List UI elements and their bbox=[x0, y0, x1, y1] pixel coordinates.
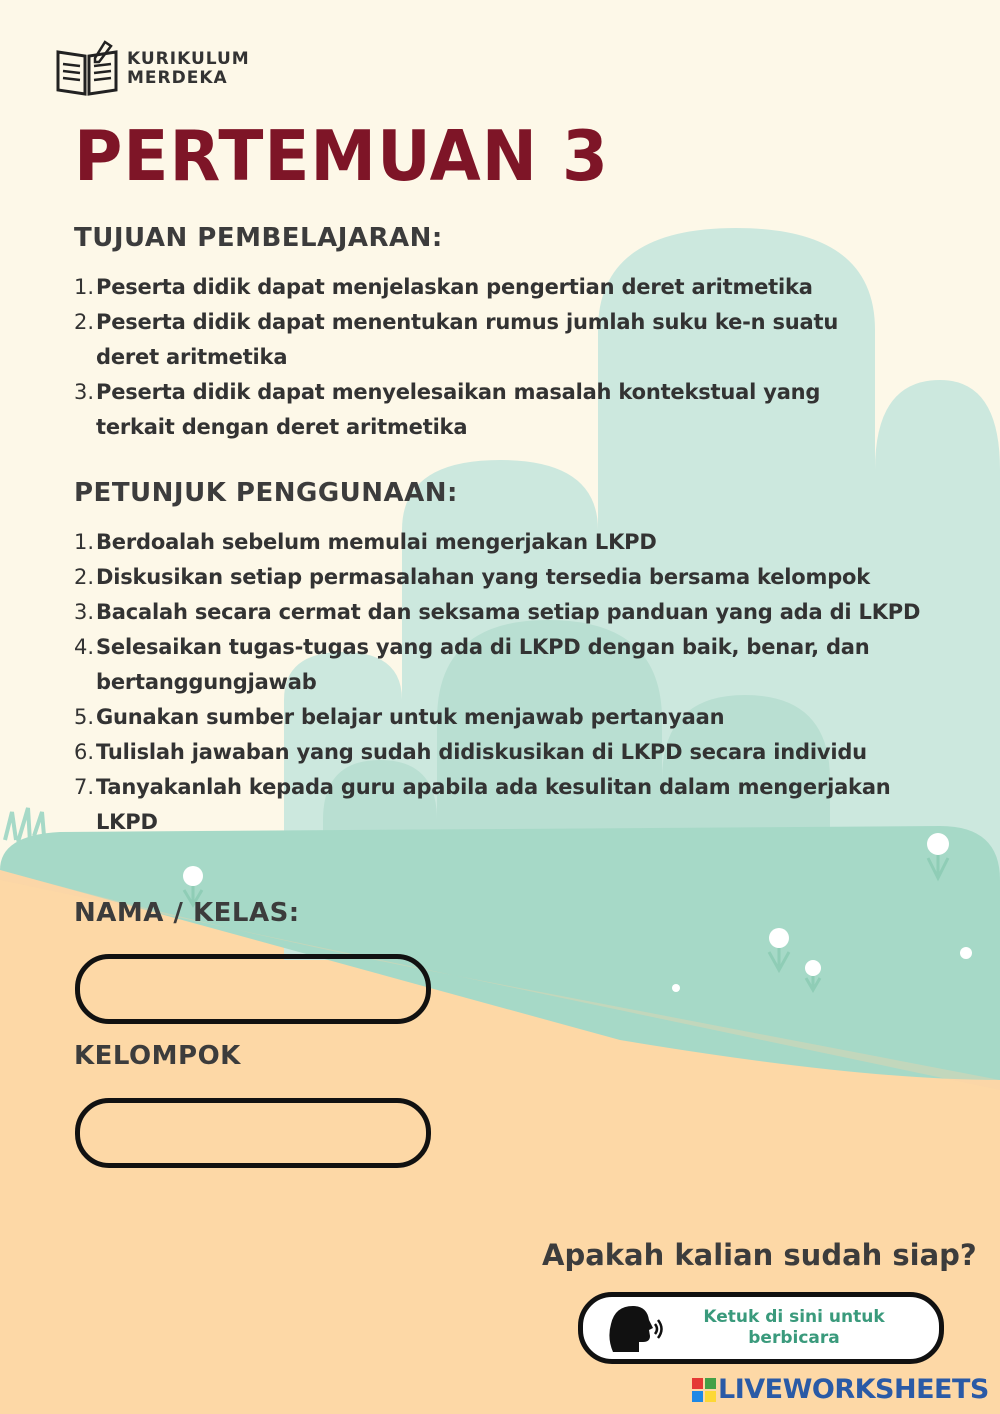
list-item bbox=[74, 735, 949, 770]
tujuan-list bbox=[74, 270, 894, 445]
petunjuk-heading: PETUNJUK PENGGUNAAN: bbox=[74, 478, 458, 508]
petunjuk-list bbox=[74, 525, 949, 840]
brand bbox=[55, 40, 250, 98]
list-item bbox=[74, 270, 894, 305]
footer-logo bbox=[692, 1374, 989, 1405]
brand-line2: MERDEKA bbox=[127, 68, 228, 88]
list-text: Tanyakanlah kepada guru apabila ada kesulitan dalam mengerjakan LKPD bbox=[96, 775, 891, 834]
list-item bbox=[74, 305, 894, 375]
liveworksheets-logo-icon bbox=[692, 1378, 716, 1402]
list-text: Peserta didik dapat menentukan rumus jumlah suku ke-n suatu deret aritmetika bbox=[96, 310, 839, 369]
list-text: Berdoalah sebelum memulai mengerjakan LKPD bbox=[96, 530, 657, 554]
list-number: 1. bbox=[73, 275, 94, 299]
list-number: 5. bbox=[73, 705, 94, 729]
nama-kelas-label: NAMA / KELAS: bbox=[74, 898, 300, 928]
nama-kelas-input[interactable] bbox=[75, 954, 431, 1024]
list-text: Bacalah secara cermat dan seksama setiap panduan yang ada di LKPD bbox=[96, 600, 921, 624]
list-text: Selesaikan tugas-tugas yang ada di LKPD dengan baik, benar, dan bertanggungjawab bbox=[96, 635, 870, 694]
speak-button-label: Ketuk di sini untuk berbicara bbox=[703, 1307, 885, 1348]
list-text: Peserta didik dapat menyelesaikan masalah kontekstual yang terkait dengan deret aritmetika bbox=[96, 380, 821, 439]
speaking-head-icon bbox=[605, 1302, 665, 1354]
list-number: 3. bbox=[73, 600, 94, 624]
list-item bbox=[74, 630, 949, 700]
kelompok-label: KELOMPOK bbox=[74, 1041, 241, 1071]
list-item bbox=[74, 375, 894, 445]
ready-prompt: Apakah kalian sudah siap? bbox=[542, 1238, 977, 1272]
list-text: Tulislah jawaban yang sudah didiskusikan di LKPD secara individu bbox=[96, 740, 867, 764]
speak-button[interactable] bbox=[578, 1292, 944, 1364]
list-item bbox=[74, 595, 949, 630]
list-number: 1. bbox=[73, 530, 94, 554]
list-number: 4. bbox=[73, 635, 94, 659]
brand-line1: KURIKULUM bbox=[127, 49, 250, 69]
list-text: Peserta didik dapat menjelaskan pengertian deret aritmetika bbox=[96, 275, 813, 299]
kelompok-input[interactable] bbox=[75, 1098, 431, 1168]
list-number: 6. bbox=[73, 740, 94, 764]
list-text: Gunakan sumber belajar untuk menjawab pertanyaan bbox=[96, 705, 725, 729]
list-text: Diskusikan setiap permasalahan yang tersedia bersama kelompok bbox=[96, 565, 871, 589]
list-item bbox=[74, 700, 949, 735]
list-item bbox=[74, 770, 949, 840]
open-book-icon bbox=[55, 40, 119, 98]
list-item bbox=[74, 525, 949, 560]
footer-logo-text: LIVEWORKSHEETS bbox=[718, 1374, 989, 1405]
list-number: 2. bbox=[73, 310, 94, 334]
list-item bbox=[74, 560, 949, 595]
list-number: 3. bbox=[73, 380, 94, 404]
page-title: PERTEMUAN 3 bbox=[74, 116, 609, 197]
list-number: 7. bbox=[73, 775, 94, 799]
list-number: 2. bbox=[73, 565, 94, 589]
tujuan-heading: TUJUAN PEMBELAJARAN: bbox=[74, 223, 443, 253]
